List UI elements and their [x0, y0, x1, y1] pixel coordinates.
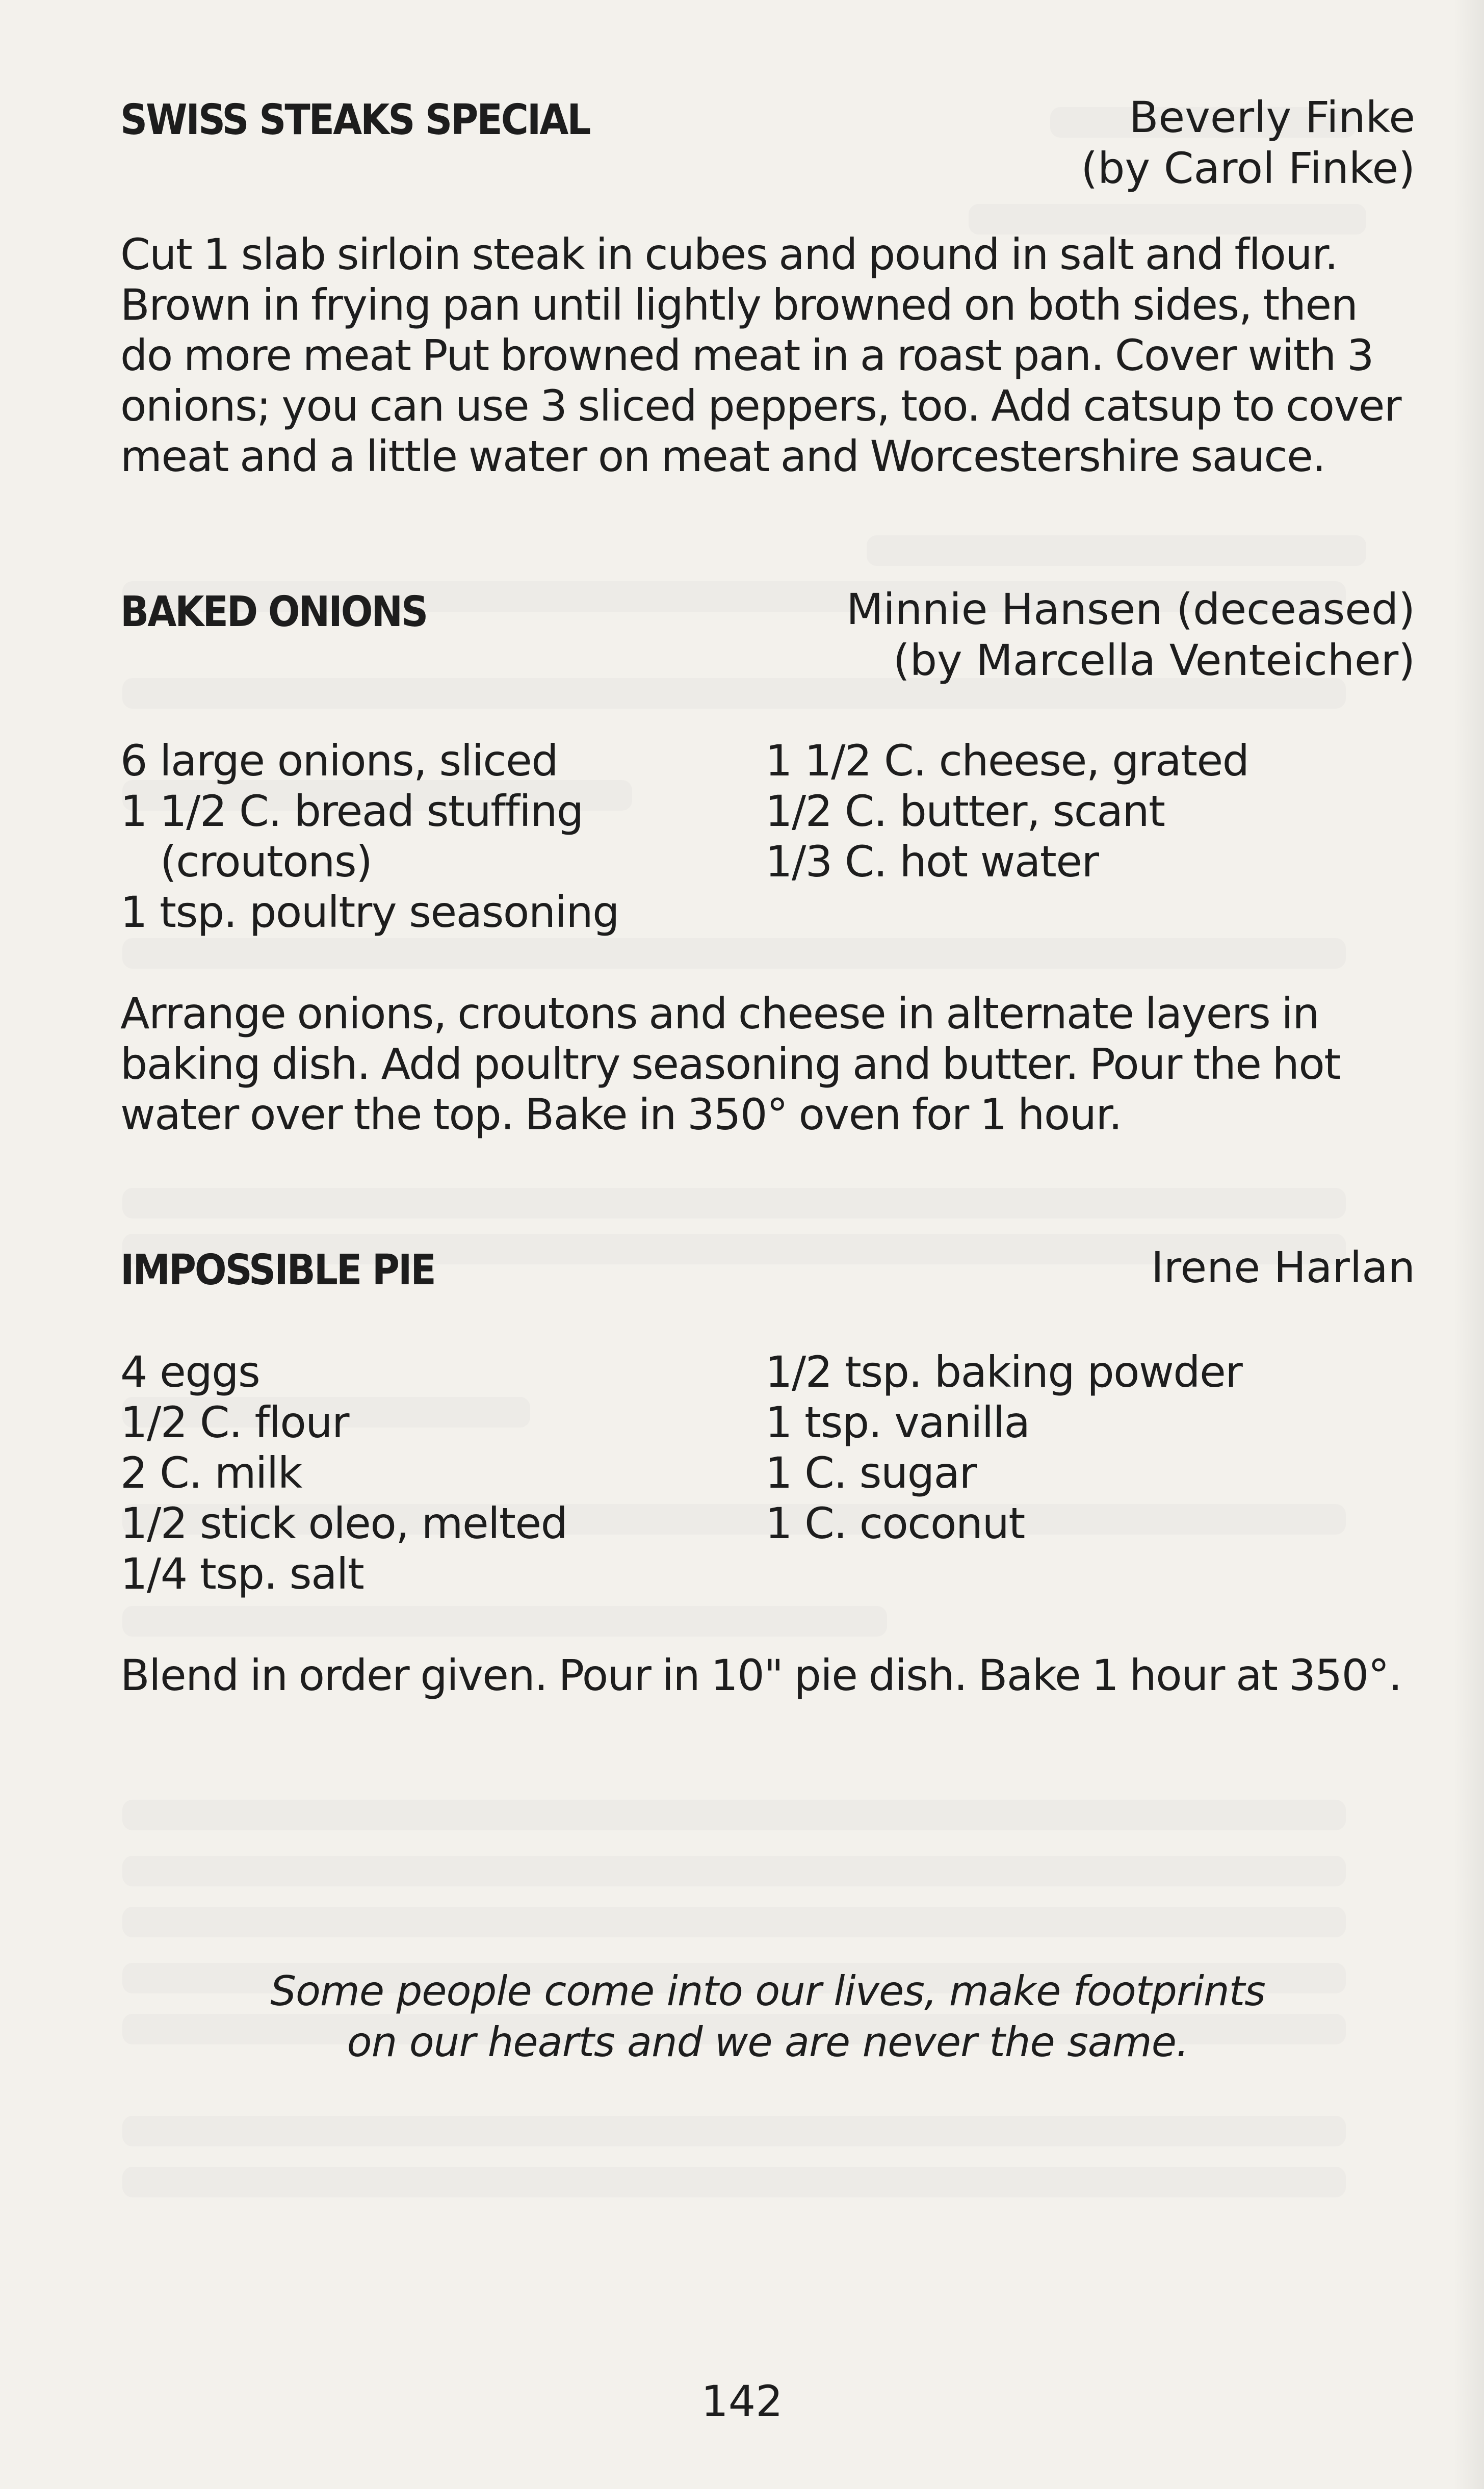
ingredient-item: 1 1/2 C. cheese, grated: [765, 736, 1249, 786]
ingredient-item: 1 C. sugar: [765, 1448, 976, 1498]
author-line: Minnie Hansen (deceased): [846, 584, 1415, 634]
ingredient-item: 4 eggs: [120, 1347, 260, 1397]
recipe-header: [120, 92, 1415, 194]
ingredient-item: 1/2 stick oleo, melted: [120, 1498, 567, 1548]
ingredient-list: [120, 736, 1415, 938]
ingredient-column-right: [765, 1347, 1415, 1599]
ingredient-item: 1 1/2 C. bread stuffing: [120, 786, 583, 836]
recipe-instructions: Arrange onions, croutons and cheese in alternate layers in baking dish. Add poultry seasoning and butter. Pour the hot water over the top. Bake in 350° oven for 1 hour.: [120, 989, 1340, 1139]
ingredient-item: (croutons): [160, 837, 372, 887]
ingredient-list: [120, 1347, 1415, 1599]
ingredient-item: 2 C. milk: [120, 1448, 302, 1498]
recipe-header: [120, 1242, 1415, 1296]
ingredient-column-left: [120, 1347, 765, 1599]
recipe-instructions: Blend in order given. Pour in 10" pie dish. Bake 1 hour at 350°.: [120, 1650, 1402, 1700]
quote-line: on our hearts and we are never the same.: [347, 2018, 1189, 2066]
page-number: 142: [701, 2376, 783, 2426]
recipe-title: BAKED ONIONS: [120, 588, 427, 636]
recipe-title: IMPOSSIBLE PIE: [120, 1246, 435, 1294]
ingredient-item: 1 tsp. poultry seasoning: [120, 887, 619, 937]
author-line: (by Marcella Venteicher): [893, 635, 1415, 685]
recipe-author: [1151, 1242, 1415, 1293]
recipe-instructions: Cut 1 slab sirloin steak in cubes and pound in salt and flour. Brown in frying pan until lightly browned on both sides, then do more meat Put browned meat in a roast pan. Cover with 3 onions; you can use 3 sliced peppers, too. Add catsup to cover meat and a little water on meat and Worcestershire sauce.: [120, 229, 1401, 481]
ingredient-column-right: [765, 736, 1415, 938]
recipe-baked-onions: [120, 584, 1415, 1140]
recipe-title: SWISS STEAKS SPECIAL: [120, 96, 590, 144]
ingredient-item: 1/2 C. butter, scant: [765, 786, 1165, 836]
ingredient-item: 1 tsp. vanilla: [765, 1397, 1030, 1447]
ingredient-item: 1/4 tsp. salt: [120, 1549, 364, 1599]
author-line: Irene Harlan: [1151, 1242, 1415, 1292]
author-line: (by Carol Finke): [1081, 143, 1415, 193]
recipe-header: [120, 584, 1415, 686]
page-edge-shadow: [1453, 0, 1484, 2489]
inspirational-quote: [120, 1966, 1415, 2068]
ingredient-item: 1/2 tsp. baking powder: [765, 1347, 1242, 1397]
ingredient-item: 6 large onions, sliced: [120, 736, 558, 786]
ingredient-item: 1 C. coconut: [765, 1498, 1025, 1548]
recipe-author: [1081, 92, 1415, 194]
recipe-author: [846, 584, 1415, 686]
recipe-swiss-steaks: [120, 92, 1415, 482]
ingredient-item: 1/2 C. flour: [120, 1397, 349, 1447]
quote-line: Some people come into our lives, make footprints: [270, 1967, 1265, 2015]
ingredient-column-left: [120, 736, 765, 938]
cookbook-page: [120, 92, 1415, 2068]
author-line: Beverly Finke: [1129, 92, 1415, 142]
ingredient-item: 1/3 C. hot water: [765, 837, 1099, 887]
recipe-impossible-pie: [120, 1242, 1415, 1701]
